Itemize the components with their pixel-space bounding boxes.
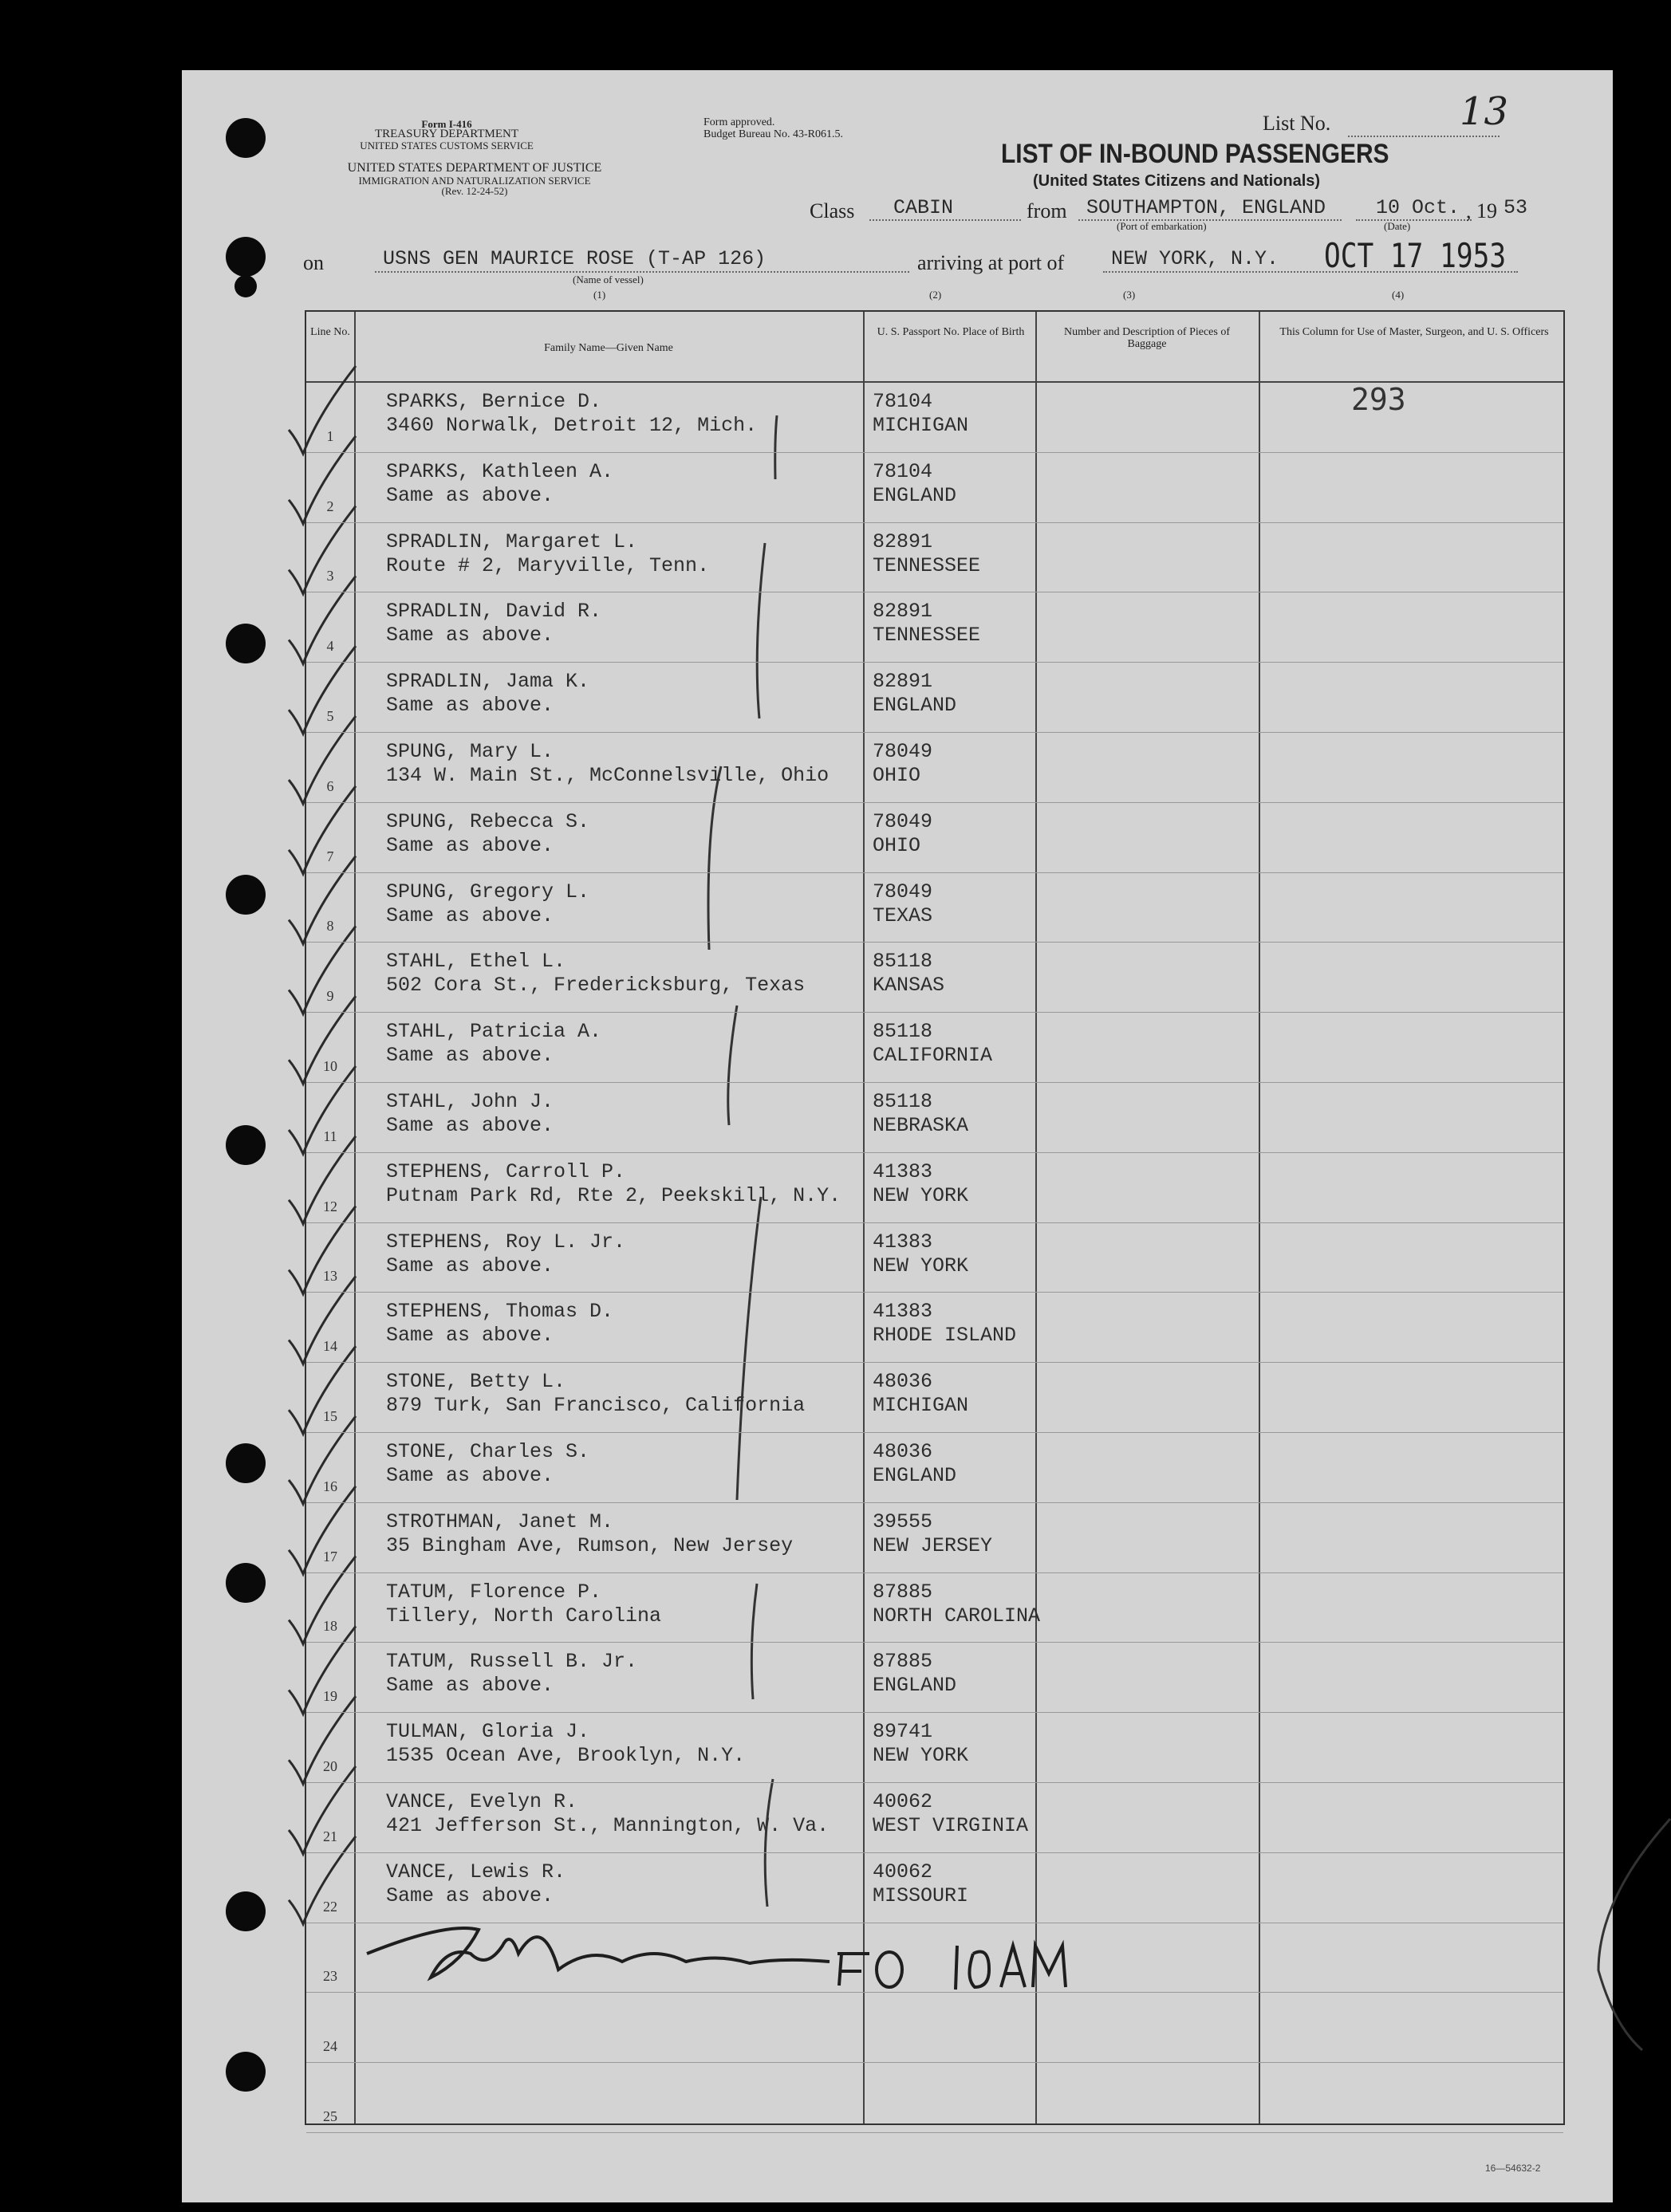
row-divider	[306, 2132, 1563, 2133]
class-label: Class	[810, 199, 855, 222]
binder-hole	[226, 1891, 266, 1931]
from-label: from	[1027, 199, 1067, 222]
passenger-name: VANCE, Evelyn R.	[386, 1790, 578, 1813]
binder-hole	[226, 1563, 266, 1603]
row-divider	[306, 2062, 1563, 2063]
passenger-name: TATUM, Russell B. Jr.	[386, 1650, 638, 1674]
line-number: 9	[326, 988, 334, 1005]
passenger-address: 3460 Norwalk, Detroit 12, Mich.	[386, 414, 758, 437]
passport-number: 40062	[873, 1860, 933, 1883]
line-number: 25	[323, 2108, 337, 2124]
header-passport: U. S. Passport No. Place of Birth	[877, 326, 1025, 338]
place-of-birth: OHIO	[873, 833, 921, 857]
port-caption: (Port of embarkation)	[1117, 220, 1207, 232]
arrival-port: NEW YORK, N.Y.	[1111, 247, 1279, 270]
footer-code: 16—54632-2	[1485, 2163, 1541, 2174]
passenger-address: 35 Bingham Ave, Rumson, New Jersey	[386, 1533, 794, 1557]
year-prefix: , 19	[1466, 199, 1497, 222]
passenger-name: SPUNG, Gregory L.	[386, 880, 590, 903]
passport-number: 82891	[873, 670, 933, 694]
line-number: 1	[326, 427, 334, 444]
passenger-name: STAHL, John J.	[386, 1090, 554, 1113]
line-number: 22	[323, 1898, 337, 1915]
line-number: 15	[323, 1407, 337, 1424]
passport-number: 87885	[873, 1580, 933, 1604]
place-of-birth: NEW JERSEY	[873, 1533, 993, 1557]
row-divider	[306, 872, 1563, 873]
passenger-name: SPUNG, Rebecca S.	[386, 809, 590, 833]
line-number: 6	[326, 777, 334, 794]
place-of-birth: MICHIGAN	[873, 1394, 969, 1418]
passport-number: 39555	[873, 1509, 933, 1533]
handwritten-brackets	[306, 312, 1567, 2127]
line-number: 21	[323, 1828, 337, 1844]
arriving-label: arriving at port of	[917, 251, 1065, 274]
passenger-address: 134 W. Main St., McConnelsville, Ohio	[386, 764, 830, 787]
line-number: 20	[323, 1757, 337, 1774]
place-of-birth: NEBRASKA	[873, 1114, 969, 1137]
row-divider	[306, 1572, 1563, 1573]
line-number: 16	[323, 1478, 337, 1494]
line-number: 2	[326, 498, 334, 514]
year-suffix: 53	[1504, 196, 1528, 219]
binder-hole	[234, 275, 257, 297]
binder-hole	[226, 2052, 266, 2092]
passport-number: 85118	[873, 1020, 933, 1044]
place-of-birth: TENNESSEE	[873, 624, 981, 647]
place-of-birth: NORTH CAROLINA	[873, 1604, 1041, 1628]
row-divider	[306, 1362, 1563, 1363]
row-divider	[306, 802, 1563, 803]
row-divider	[306, 522, 1563, 523]
place-of-birth: ENGLAND	[873, 694, 957, 718]
row-divider	[306, 1712, 1563, 1713]
passenger-name: SPRADLIN, Margaret L.	[386, 529, 638, 553]
passport-number: 87885	[873, 1650, 933, 1674]
row-divider	[306, 1502, 1563, 1503]
line-number: 7	[326, 848, 334, 864]
departure-date: 10 Oct.	[1376, 196, 1460, 219]
officer-signature	[351, 1898, 1133, 2009]
passenger-address: Putnam Park Rd, Rte 2, Peekskill, N.Y.	[386, 1183, 841, 1207]
page-title: LIST OF IN-BOUND PASSENGERS	[1001, 139, 1389, 169]
line-number: 13	[323, 1268, 337, 1285]
passenger-table	[305, 310, 1565, 2125]
passenger-name: VANCE, Lewis R.	[386, 1860, 566, 1883]
passenger-address: Same as above.	[386, 1883, 554, 1907]
passenger-address: Same as above.	[386, 1324, 554, 1348]
place-of-birth: OHIO	[873, 764, 921, 787]
line-number: 12	[323, 1198, 337, 1214]
row-divider	[306, 1782, 1563, 1783]
place-of-birth: RHODE ISLAND	[873, 1324, 1017, 1348]
officer-note: 293	[1351, 382, 1406, 417]
row-divider	[306, 452, 1563, 453]
passenger-address: Same as above.	[386, 1464, 554, 1487]
passport-number: 41383	[873, 1230, 933, 1254]
place-of-birth: MICHIGAN	[873, 414, 969, 437]
row-divider	[306, 732, 1563, 733]
place-of-birth: MISSOURI	[873, 1883, 969, 1907]
line-number: 8	[326, 918, 334, 935]
header-baggage: Number and Description of Pieces of Baggage	[1064, 326, 1230, 350]
passenger-name: STEPHENS, Carroll P.	[386, 1159, 626, 1183]
on-label: on	[303, 251, 324, 274]
passenger-name: STONE, Charles S.	[386, 1440, 590, 1463]
class-value: CABIN	[893, 196, 954, 219]
place-of-birth: NEW YORK	[873, 1183, 969, 1207]
line-number: 10	[323, 1057, 337, 1074]
passport-number: 40062	[873, 1790, 933, 1813]
passenger-name: SPARKS, Bernice D.	[386, 390, 602, 413]
passenger-name: STAHL, Patricia A.	[386, 1020, 602, 1044]
passport-number: 48036	[873, 1370, 933, 1394]
treasury-department: TREASURY DEPARTMENT	[374, 128, 519, 140]
arrival-date-stamp: OCT 17 1953	[1324, 236, 1507, 275]
row-divider	[306, 942, 1563, 943]
passport-number: 78049	[873, 740, 933, 763]
place-of-birth: ENGLAND	[873, 1674, 957, 1698]
from-port: SOUTHAMPTON, ENGLAND	[1086, 196, 1326, 219]
binder-hole	[226, 624, 266, 663]
binder-hole	[226, 118, 266, 158]
passenger-address: Route # 2, Maryville, Tenn.	[386, 553, 710, 577]
passport-number: 85118	[873, 950, 933, 974]
line-number: 4	[326, 638, 334, 655]
row-divider	[306, 1852, 1563, 1853]
place-of-birth: TEXAS	[873, 903, 933, 927]
passport-number: 82891	[873, 529, 933, 553]
passenger-address: Same as above.	[386, 833, 554, 857]
revision-date: (Rev. 12-24-52)	[441, 185, 508, 197]
budget-bureau: Budget Bureau No. 43-R061.5.	[703, 128, 843, 140]
passport-number: 82891	[873, 600, 933, 624]
passenger-address: 879 Turk, San Francisco, California	[386, 1394, 806, 1418]
passport-number: 41383	[873, 1159, 933, 1183]
place-of-birth: ENGLAND	[873, 483, 957, 507]
passenger-name: STONE, Betty L.	[386, 1370, 566, 1394]
passport-number: 78049	[873, 809, 933, 833]
passenger-address: 421 Jefferson St., Mannington, W. Va.	[386, 1814, 830, 1837]
binder-hole	[226, 1125, 266, 1165]
column-number: (2)	[929, 289, 942, 301]
passenger-address: Same as above.	[386, 1254, 554, 1277]
header-officers: This Column for Use of Master, Surgeon, and U. S. Officers	[1279, 326, 1549, 338]
passenger-name: STEPHENS, Roy L. Jr.	[386, 1230, 626, 1254]
passenger-name: TATUM, Florence P.	[386, 1580, 602, 1604]
page-subtitle: (United States Citizens and Nationals)	[1033, 172, 1321, 190]
line-number: 24	[323, 2038, 337, 2055]
customs-service: UNITED STATES CUSTOMS SERVICE	[360, 140, 534, 152]
form-approved: Form approved.	[703, 116, 775, 128]
list-no-label: List No.	[1263, 112, 1331, 135]
line-number: 5	[326, 707, 334, 724]
line-number: 14	[323, 1338, 337, 1355]
passenger-address: Tillery, North Carolina	[386, 1604, 662, 1628]
row-divider	[306, 1292, 1563, 1293]
passenger-address: Same as above.	[386, 1674, 554, 1698]
place-of-birth: NEW YORK	[873, 1254, 969, 1277]
passenger-address: 502 Cora St., Fredericksburg, Texas	[386, 974, 806, 998]
header-name: Family Name—Given Name	[544, 342, 673, 354]
passenger-address: Same as above.	[386, 483, 554, 507]
passenger-name: STEPHENS, Thomas D.	[386, 1300, 614, 1324]
passport-number: 89741	[873, 1720, 933, 1744]
passport-number: 48036	[873, 1440, 933, 1463]
line-number: 19	[323, 1688, 337, 1705]
ins-service: IMMIGRATION AND NATURALIZATION SERVICE	[358, 175, 591, 187]
vessel-name: USNS GEN MAURICE ROSE (T-AP 126)	[383, 247, 767, 270]
binder-hole	[226, 875, 266, 915]
passenger-name: SPRADLIN, David R.	[386, 600, 602, 624]
vessel-caption: (Name of vessel)	[573, 274, 644, 285]
passenger-name: SPRADLIN, Jama K.	[386, 670, 590, 694]
passport-number: 78049	[873, 880, 933, 903]
place-of-birth: KANSAS	[873, 974, 945, 998]
passenger-address: 1535 Ocean Ave, Brooklyn, N.Y.	[386, 1744, 746, 1768]
passport-number: 78104	[873, 390, 933, 413]
row-divider	[306, 1012, 1563, 1013]
row-divider	[306, 1222, 1563, 1223]
passport-number: 41383	[873, 1300, 933, 1324]
place-of-birth: WEST VIRGINIA	[873, 1814, 1029, 1837]
passenger-address: Same as above.	[386, 1044, 554, 1068]
passenger-name: TULMAN, Gloria J.	[386, 1720, 590, 1744]
row-divider	[306, 1082, 1563, 1083]
passport-number: 85118	[873, 1090, 933, 1113]
form-number: Form I-416	[421, 118, 472, 130]
place-of-birth: TENNESSEE	[873, 553, 981, 577]
column-number: (1)	[593, 289, 606, 301]
column-number: (4)	[1392, 289, 1405, 301]
list-no-value: 13	[1460, 89, 1509, 134]
binder-hole	[226, 1443, 266, 1483]
line-number: 3	[326, 568, 334, 584]
place-of-birth: CALIFORNIA	[873, 1044, 993, 1068]
passenger-name: STROTHMAN, Janet M.	[386, 1509, 614, 1533]
header-line-no: Line No.	[310, 326, 350, 338]
passenger-address: Same as above.	[386, 694, 554, 718]
line-number: 23	[323, 1968, 337, 1985]
row-divider	[306, 1432, 1563, 1433]
justice-department: UNITED STATES DEPARTMENT OF JUSTICE	[347, 161, 602, 175]
passenger-address: Same as above.	[386, 903, 554, 927]
place-of-birth: NEW YORK	[873, 1744, 969, 1768]
passport-number: 78104	[873, 459, 933, 483]
binder-hole	[226, 237, 266, 277]
place-of-birth: ENGLAND	[873, 1464, 957, 1487]
date-caption: (Date)	[1384, 220, 1411, 232]
passenger-name: SPARKS, Kathleen A.	[386, 459, 614, 483]
line-number: 17	[323, 1548, 337, 1565]
line-number: 18	[323, 1618, 337, 1635]
passenger-address: Same as above.	[386, 1114, 554, 1137]
row-divider	[306, 1152, 1563, 1153]
column-number: (3)	[1123, 289, 1136, 301]
line-number: 11	[323, 1128, 337, 1144]
passenger-name: SPUNG, Mary L.	[386, 740, 554, 763]
passenger-name: STAHL, Ethel L.	[386, 950, 566, 974]
row-divider	[306, 1642, 1563, 1643]
passenger-address: Same as above.	[386, 624, 554, 647]
row-divider	[306, 662, 1563, 663]
